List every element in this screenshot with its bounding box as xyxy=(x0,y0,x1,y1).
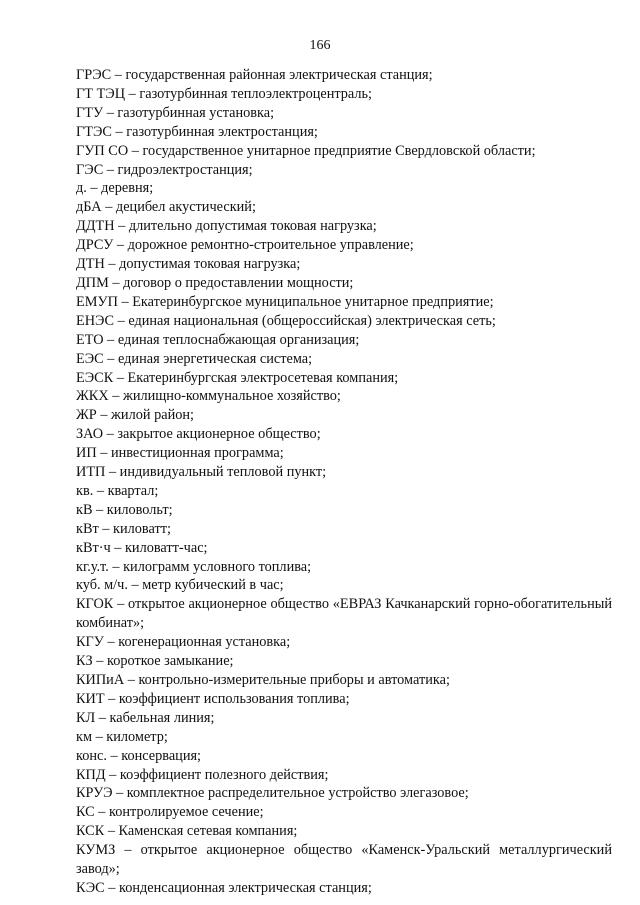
abbreviation-entry: КГУ – когенерационная установка; xyxy=(76,634,291,651)
abbreviation-entry: ЕТО – единая теплоснабжающая организация; xyxy=(76,331,360,348)
abbreviation-entry: ЕНЭС – единая национальная (общероссийская) электрическая сеть; xyxy=(76,312,496,329)
abbreviation-entry: ИП – инвестиционная программа; xyxy=(76,445,284,462)
abbreviation-entry: КЭС – конденсационная электрическая станция; xyxy=(76,879,372,896)
abbreviation-entry: д. – деревня; xyxy=(76,180,154,197)
abbreviation-entry: ЕМУП – Екатеринбургское муниципальное унитарное предприятие; xyxy=(76,293,494,310)
abbreviation-entry: кВ – киловольт; xyxy=(76,501,173,518)
abbreviation-entry: ГТ ТЭЦ – газотурбинная теплоэлектроцентраль; xyxy=(76,85,373,102)
abbreviation-entry: ИТП – индивидуальный тепловой пункт; xyxy=(76,464,327,481)
abbreviation-entry: ГУП СО – государственное унитарное предприятие Свердловской области; xyxy=(76,142,536,159)
page-number: 166 xyxy=(309,38,331,53)
abbreviation-entry: КИТ – коэффициент использования топлива; xyxy=(76,690,350,707)
abbreviation-entry: КЛ – кабельная линия; xyxy=(76,709,215,726)
abbreviation-entry: ЕЭС – единая энергетическая система; xyxy=(76,350,313,367)
abbreviation-entry: кв. – квартал; xyxy=(76,482,159,499)
abbreviation-entry: ГТЭС – газотурбинная электростанция; xyxy=(76,123,318,140)
abbreviation-entry: КСК – Каменская сетевая компания; xyxy=(76,823,298,840)
abbreviation-entry: км – километр; xyxy=(76,728,168,745)
abbreviation-entry: ЖР – жилой район; xyxy=(76,407,195,424)
abbreviation-entry: ГРЭС – государственная районная электрическая станция; xyxy=(76,67,433,83)
abbreviation-entry: ЖКХ – жилищно-коммунальное хозяйство; xyxy=(76,388,341,405)
abbreviation-entry: дБА – децибел акустический; xyxy=(76,199,256,216)
abbreviation-entry: кВт·ч – киловатт-час; xyxy=(76,539,208,556)
abbreviation-entry: ГЭС – гидроэлектростанция; xyxy=(76,161,253,178)
abbreviation-entry: ДРСУ – дорожное ремонтно-строительное управление; xyxy=(76,237,414,254)
abbreviation-entry: кВт – киловатт; xyxy=(76,520,171,537)
abbreviation-entry: ДПМ – договор о предоставлении мощности; xyxy=(76,274,354,291)
abbreviation-entry: ЕЭСК – Екатеринбургская электросетевая компания; xyxy=(76,369,399,386)
abbreviation-entry: ДТН – допустимая токовая нагрузка; xyxy=(76,256,301,273)
abbreviation-entry: конс. – консервация; xyxy=(76,747,202,764)
abbreviation-entry: КГОК – открытое акционерное общество «ЕВРАЗ Качканарский горно-обогатительный комбинат»; xyxy=(76,596,612,632)
abbreviation-entry: КПД – коэффициент полезного действия; xyxy=(76,766,329,783)
abbreviation-entry: ЗАО – закрытое акционерное общество; xyxy=(76,426,321,443)
abbreviation-entry: ГТУ – газотурбинная установка; xyxy=(76,104,275,121)
abbreviation-entry: ДДТН – длительно допустимая токовая нагрузка; xyxy=(76,218,377,235)
abbreviation-entry: КС – контролируемое сечение; xyxy=(76,804,264,821)
abbreviation-entry: КУМЗ – открытое акционерное общество «Каменск-Уральский металлургический завод»; xyxy=(76,842,612,878)
abbreviation-entry: КЗ – короткое замыкание; xyxy=(76,653,234,670)
abbreviation-entry: КИПиА – контрольно-измерительные приборы и автоматика; xyxy=(76,672,450,688)
abbreviation-entry: кг.у.т. – килограмм условного топлива; xyxy=(76,558,312,575)
abbreviation-list xyxy=(76,66,612,898)
abbreviation-entry: куб. м/ч. – метр кубический в час; xyxy=(76,577,284,594)
abbreviation-entry: КРУЭ – комплектное распределительное устройство элегазовое; xyxy=(76,785,469,802)
